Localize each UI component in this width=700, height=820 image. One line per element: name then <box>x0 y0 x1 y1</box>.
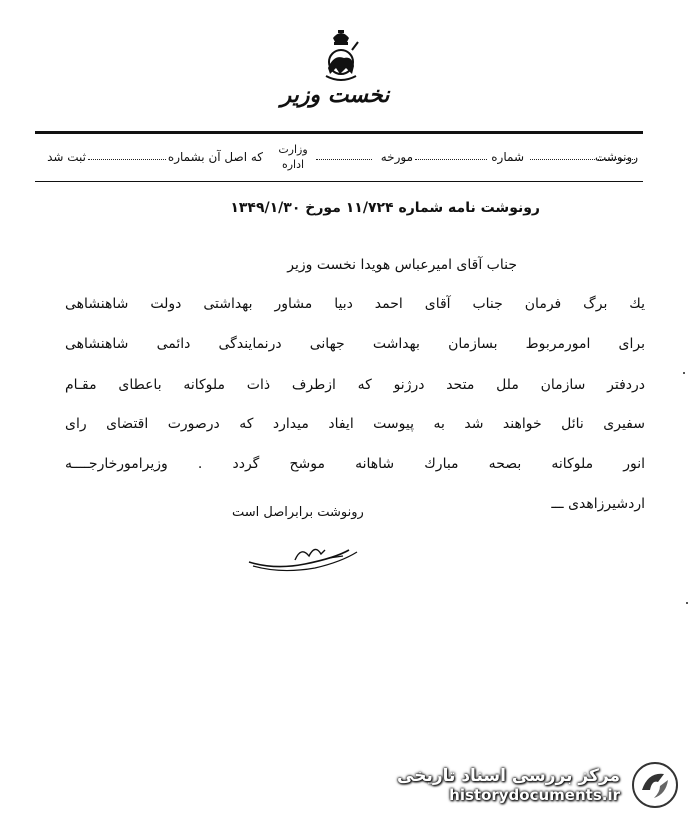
certification-note: رونوشت برابراصل است <box>232 505 364 520</box>
body-line-3: دردفتر سازمان ملل متحد درژنو که ازطرف ذات ملوکانه باعطای مقـام <box>65 377 645 393</box>
addressee-line: جناب آقای امیرعباس هویدا نخست وزیر <box>287 257 517 273</box>
ministry-office-stack <box>270 142 316 172</box>
body-line-4: سفیری نائل خواهند شد به پیوست ایفاد میدارد که درصورت اقتضای رای <box>65 416 645 432</box>
watermark-text <box>397 766 620 804</box>
date-label: مورخه <box>380 150 413 164</box>
rownevesht-label: رونوشت <box>595 150 638 164</box>
header-bottom-rule <box>35 181 643 182</box>
reference-line: رونوشت نامه شماره ۱۱/۷۲۴ مورخ ۱۳۴۹/۱/۳۰ <box>230 200 540 216</box>
body-line-2: برای امورمربوط بسازمان بهداشت جهانی درنمایندگی دائمی شاهنشاهی <box>65 336 645 352</box>
number-label: شماره <box>491 150 524 164</box>
watermark <box>397 750 680 820</box>
number-dotted-field <box>415 150 487 160</box>
scan-speck <box>686 602 688 604</box>
rownevesht-dotted-field <box>530 150 635 160</box>
watermark-title: مرکز بررسی اسناد تاریخی <box>397 766 620 786</box>
registered-label: ثبت شد <box>47 150 86 164</box>
original-number-label: که اصل آن بشماره <box>167 150 263 164</box>
original-number-dotted-field <box>88 150 166 160</box>
office-label: اداره <box>281 158 305 171</box>
ministry-label: وزارت <box>278 143 308 156</box>
scan-speck <box>683 372 685 374</box>
imperial-emblem-icon <box>318 28 364 86</box>
header-top-rule <box>35 131 643 134</box>
watermark-url: historydocuments.ir <box>449 786 620 804</box>
date-dotted-field <box>316 150 372 160</box>
letterhead-title: نخست وزیر <box>280 82 390 108</box>
handwritten-signature <box>245 540 365 576</box>
body-line-5: انور ملوکانه بصحه مبارك شاهانه موشح گردد . وزیرامورخارجــــه <box>65 456 645 472</box>
body-line-1: یك برگ فرمان جناب آقای احمد دبیا مشاور بهداشتی دولت شاهنشاهی <box>65 296 645 312</box>
signatory-name: اردشیرزاهدی ـــ <box>551 496 645 512</box>
watermark-logo-icon <box>630 760 680 810</box>
